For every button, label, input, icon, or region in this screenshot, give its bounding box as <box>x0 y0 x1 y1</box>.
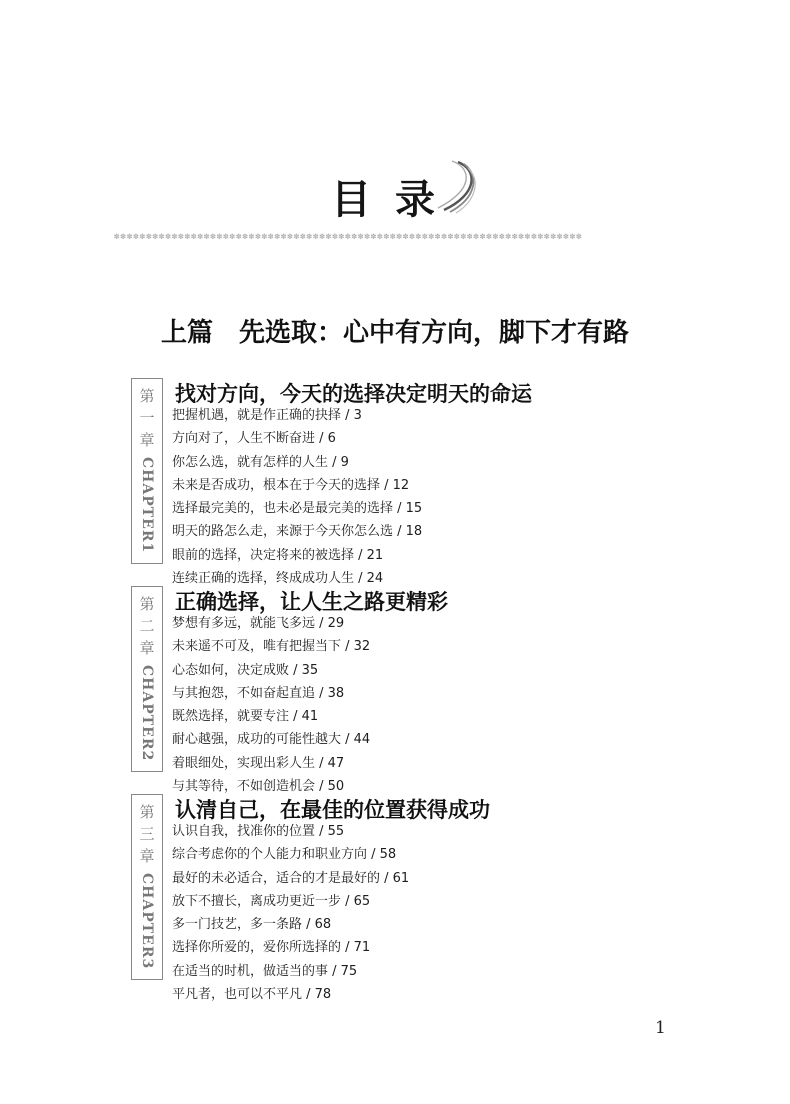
toc-entry[interactable]: 平凡者，也可以不平凡 / 78 <box>172 987 332 1003</box>
toc-entry[interactable]: 耐心越强，成功的可能性越大 / 44 <box>172 732 371 748</box>
toc-entry[interactable]: 连续正确的选择，终成成功人生 / 24 <box>172 571 384 587</box>
toc-entry[interactable]: 综合考虑你的个人能力和职业方向 / 58 <box>172 847 397 863</box>
toc-entry[interactable]: 与其等待，不如创造机会 / 50 <box>172 779 345 795</box>
part-title-text: 先选取：心中有方向，脚下才有路 <box>239 318 630 348</box>
toc-entry[interactable]: 着眼细处，实现出彩人生 / 47 <box>172 755 345 771</box>
toc-entry[interactable]: 未来遥不可及，唯有把握当下 / 32 <box>172 639 371 655</box>
page-number: 1 <box>655 1018 666 1038</box>
chapter-tab-zh: 第 一 章 <box>139 387 155 449</box>
toc-entry[interactable]: 选择最完美的，也未必是最完美的选择 / 15 <box>172 501 423 517</box>
chapter-title: 认清自己，在最佳的位置获得成功 <box>175 797 490 822</box>
chapter-tab-zh: 第 三 章 <box>139 803 155 865</box>
chapter-tab-zh: 第 二 章 <box>139 595 155 657</box>
toc-entry[interactable]: 明天的路怎么走，来源于今天你怎么选 / 18 <box>172 524 423 540</box>
chapter-tab <box>131 378 163 564</box>
toc-entry[interactable]: 放下不擅长，离成功更近一步 / 65 <box>172 893 371 909</box>
toc-entry[interactable]: 心态如何，决定成败 / 35 <box>172 662 319 678</box>
dotted-divider: ✽✽✽✽✽✽✽✽✽✽✽✽✽✽✽✽✽✽✽✽✽✽✽✽✽✽✽✽✽✽✽✽✽✽✽✽✽✽✽✽✽✽✽✽✽✽✽✽✽✽✽✽✽✽✽✽✽✽✽✽✽✽✽✽✽✽✽✽✽✽✽✽✽ <box>114 232 583 242</box>
toc-entry[interactable]: 眼前的选择，决定将来的被选择 / 21 <box>172 547 384 563</box>
chapter-tab <box>131 794 163 980</box>
toc-entry[interactable]: 多一门技艺，多一条路 / 68 <box>172 917 332 933</box>
toc-entry[interactable]: 未来是否成功，根本在于今天的选择 / 12 <box>172 477 410 493</box>
toc-entry[interactable]: 认识自我，找准你的位置 / 55 <box>172 824 345 839</box>
toc-entry[interactable]: 梦想有多远，就能飞多远 / 29 <box>172 616 345 631</box>
chapter-title: 正确选择，让人生之路更精彩 <box>175 589 448 614</box>
chapter-items <box>172 612 370 798</box>
toc-entry[interactable]: 与其抱怨，不如奋起直追 / 38 <box>172 685 345 701</box>
swoosh-ornament-icon <box>420 158 482 216</box>
toc-entry[interactable]: 既然选择，就要专注 / 41 <box>172 709 319 725</box>
chapter-items <box>172 404 422 590</box>
toc-entry[interactable]: 把握机遇，就是作正确的抉择 / 3 <box>172 408 362 423</box>
toc-entry[interactable]: 在适当的时机，做适当的事 / 75 <box>172 963 358 979</box>
part-heading <box>0 312 790 349</box>
chapter-items <box>172 820 409 1006</box>
chapter-tab-en: CHAPTER1 <box>139 457 155 554</box>
toc-entry[interactable]: 选择你所爱的，爱你所选择的 / 71 <box>172 940 371 956</box>
chapter-title: 找对方向，今天的选择决定明天的命运 <box>175 381 532 406</box>
toc-entry[interactable]: 方向对了，人生不断奋进 / 6 <box>172 431 336 447</box>
part-lead: 上篇 <box>160 318 213 348</box>
chapter-tab-en: CHAPTER3 <box>139 873 155 970</box>
toc-entry[interactable]: 你怎么选，就有怎样的人生 / 9 <box>172 454 349 470</box>
chapter-tab <box>131 586 163 772</box>
chapter-tab-en: CHAPTER2 <box>139 665 155 762</box>
toc-entry[interactable]: 最好的未必适合，适合的才是最好的 / 61 <box>172 870 410 886</box>
toc-title: 目录 <box>331 177 459 223</box>
